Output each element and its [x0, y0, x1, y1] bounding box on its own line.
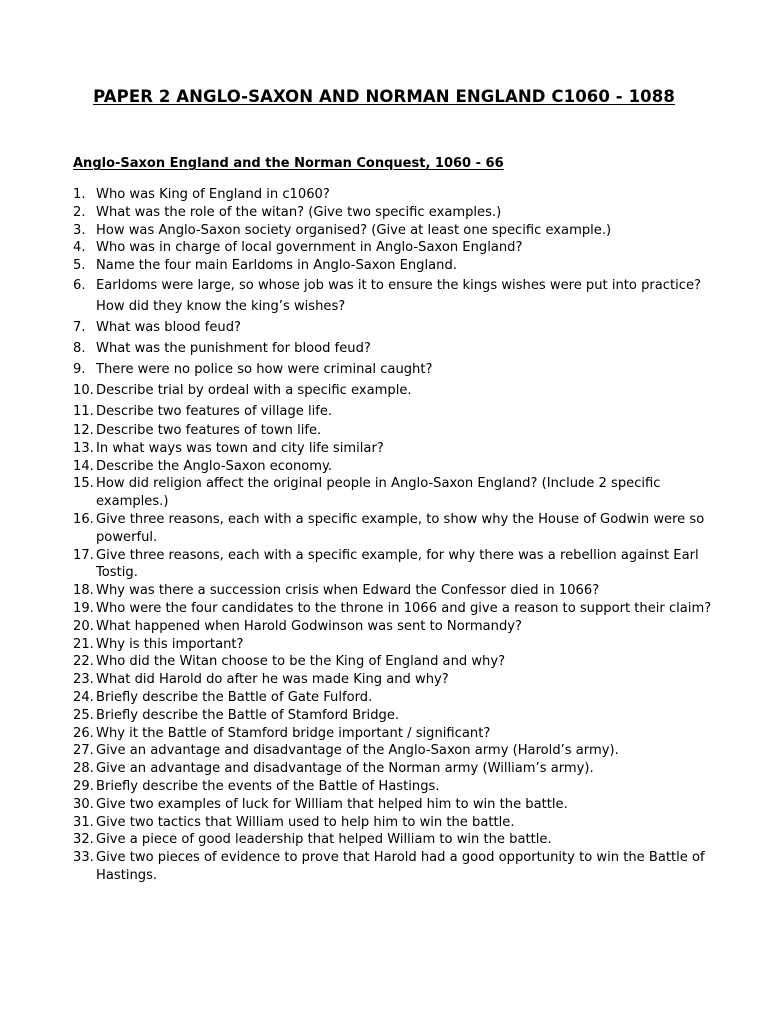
question-item: [73, 422, 713, 440]
question-item: [73, 814, 713, 832]
question-item: [73, 458, 713, 476]
question-number: 11.: [73, 403, 94, 419]
question-item: [73, 849, 713, 885]
question-item: [73, 725, 713, 743]
question-number: 8.: [73, 340, 86, 356]
question-number: 13.: [73, 440, 94, 456]
question-number: 4.: [73, 240, 86, 256]
question-number: 27.: [73, 743, 94, 759]
question-text: Name the four main Earldoms in Anglo-Saxon England.: [96, 258, 457, 274]
question-text: Give three reasons, each with a specific example, to show why the House of Godwin were so powerful.: [96, 511, 705, 545]
question-number: 29.: [73, 778, 94, 794]
question-text: What was blood feud?: [96, 319, 241, 335]
question-text: What was the punishment for blood feud?: [96, 340, 371, 356]
question-item: [73, 582, 713, 600]
question-number: 30.: [73, 796, 94, 812]
question-text: Why is this important?: [96, 636, 244, 652]
question-item: [73, 239, 713, 257]
question-text: How was Anglo-Saxon society organised? (Give at least one specific example.): [96, 222, 612, 238]
question-text: Give an advantage and disadvantage of the Anglo-Saxon army (Harold’s army).: [96, 743, 619, 759]
question-item: [73, 707, 713, 725]
question-number: 26.: [73, 725, 94, 741]
question-text: Give two pieces of evidence to prove that Harold had a good opportunity to win the Battle of Hastings.: [96, 850, 705, 883]
question-item: [73, 401, 713, 422]
question-item: [73, 689, 713, 707]
question-number: 14.: [73, 458, 94, 474]
question-item: [73, 275, 713, 317]
question-number: 21.: [73, 636, 94, 652]
question-number: 15.: [73, 476, 94, 492]
question-number: 10.: [73, 382, 94, 398]
question-text: Briefly describe the events of the Battle of Hastings.: [96, 778, 440, 794]
question-item: [73, 440, 713, 458]
question-item: [73, 359, 713, 380]
question-number: 6.: [73, 277, 86, 293]
question-text: Who was King of England in c1060?: [96, 187, 330, 202]
question-item: [73, 380, 713, 401]
question-text: Give two examples of luck for William that helped him to win the battle.: [96, 796, 568, 812]
question-text: Who was in charge of local government in Anglo-Saxon England?: [96, 240, 523, 256]
question-number: 5.: [73, 258, 86, 274]
question-item: [73, 618, 713, 636]
question-item: [73, 831, 713, 849]
question-number: 12.: [73, 422, 94, 438]
question-number: 31.: [73, 814, 94, 830]
question-text: What was the role of the witan? (Give two specific examples.): [96, 204, 502, 220]
question-text: Describe trial by ordeal with a specific example.: [96, 382, 412, 398]
question-number: 19.: [73, 600, 94, 616]
question-text: Give two tactics that William used to help him to win the battle.: [96, 814, 515, 830]
question-item: [73, 796, 713, 814]
question-item: [73, 186, 713, 204]
question-text: There were no police so how were criminal caught?: [96, 361, 433, 377]
question-number: 2.: [73, 204, 86, 220]
question-item: [73, 547, 713, 583]
page-title: PAPER 2 ANGLO-SAXON AND NORMAN ENGLAND C1060 - 1088: [93, 87, 675, 106]
question-text: Briefly describe the Battle of Gate Fulford.: [96, 689, 373, 705]
question-list: [73, 186, 713, 885]
question-item: [73, 475, 713, 511]
question-number: 22.: [73, 654, 94, 670]
question-number: 25.: [73, 707, 94, 723]
question-item: [73, 257, 713, 275]
question-text: Give three reasons, each with a specific example, for why there was a rebellion against Earl Tostig.: [96, 547, 699, 581]
question-number: 23.: [73, 672, 94, 688]
question-item: [73, 760, 713, 778]
question-item: [73, 636, 713, 654]
question-item: [73, 600, 713, 618]
question-item: [73, 511, 713, 547]
question-text: Describe two features of town life.: [96, 422, 322, 438]
question-item: [73, 742, 713, 760]
question-item: [73, 222, 713, 240]
question-number: 20.: [73, 618, 94, 634]
question-text: What did Harold do after he was made King and why?: [96, 672, 449, 688]
question-text: Describe the Anglo-Saxon economy.: [96, 458, 333, 474]
question-item: [73, 204, 713, 222]
section-heading: Anglo-Saxon England and the Norman Conquest, 1060 - 66: [73, 156, 504, 171]
question-number: 18.: [73, 583, 94, 599]
question-number: 9.: [73, 361, 86, 377]
question-number: 7.: [73, 319, 86, 335]
question-item: [73, 338, 713, 359]
question-number: 33.: [73, 850, 94, 866]
question-number: 24.: [73, 689, 94, 705]
question-text: Why it the Battle of Stamford bridge important / significant?: [96, 725, 491, 741]
question-number: 1.: [73, 187, 86, 202]
question-text: Describe two features of village life.: [96, 403, 333, 419]
question-text: Who did the Witan choose to be the King of England and why?: [96, 654, 506, 670]
question-item: [73, 317, 713, 338]
question-item: [73, 778, 713, 796]
question-text: Give a piece of good leadership that helped William to win the battle.: [96, 832, 552, 848]
question-text: Earldoms were large, so whose job was it to ensure the kings wishes were put into practice? How did they know the king’s wishes?: [96, 277, 701, 314]
question-number: 3.: [73, 222, 86, 238]
question-text: What happened when Harold Godwinson was sent to Normandy?: [96, 618, 522, 634]
question-text: In what ways was town and city life similar?: [96, 440, 384, 456]
question-number: 16.: [73, 511, 94, 527]
question-text: Who were the four candidates to the throne in 1066 and give a reason to support their claim?: [96, 600, 712, 616]
question-number: 28.: [73, 761, 94, 777]
question-item: [73, 653, 713, 671]
question-text: How did religion affect the original people in Anglo-Saxon England? (Include 2 specific examples.): [96, 476, 661, 510]
question-number: 32.: [73, 832, 94, 848]
question-text: Briefly describe the Battle of Stamford Bridge.: [96, 707, 400, 723]
question-text: Why was there a succession crisis when Edward the Confessor died in 1066?: [96, 583, 600, 599]
question-item: [73, 671, 713, 689]
question-number: 17.: [73, 547, 94, 563]
question-text: Give an advantage and disadvantage of the Norman army (William’s army).: [96, 761, 594, 777]
